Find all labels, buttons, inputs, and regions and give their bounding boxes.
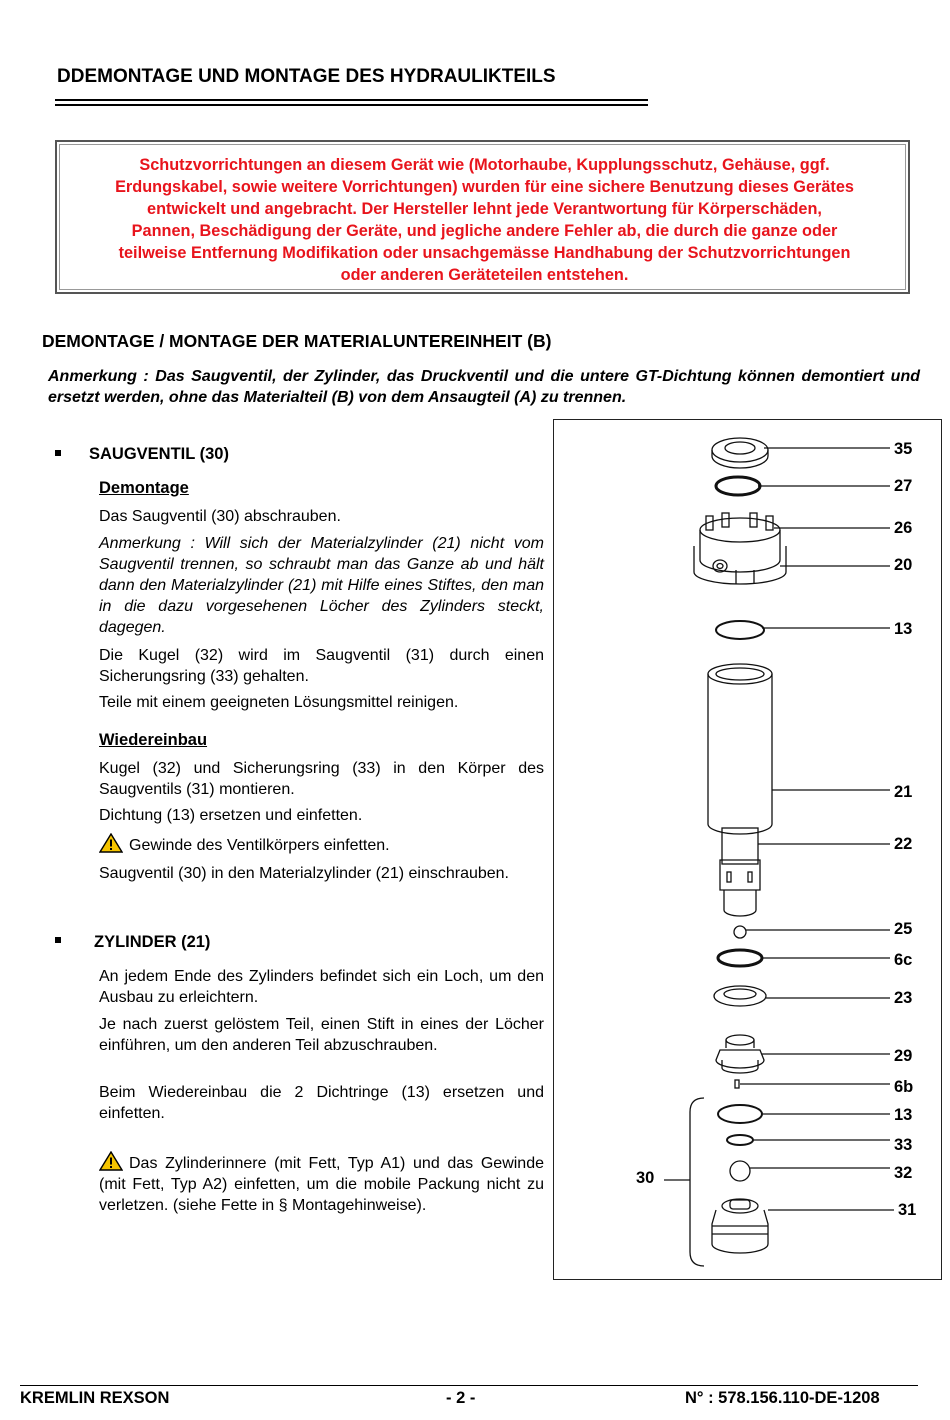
zylinder-paragraph: Beim Wiedereinbau die 2 Dichtringe (13) ersetzen und einfetten. [99, 1084, 544, 1122]
part-label: 31 [898, 1201, 917, 1219]
part-label: 26 [894, 519, 913, 537]
zylinder-warning [99, 1151, 544, 1216]
part-25-ball [734, 926, 746, 938]
warning-text: Gewinde des Ventilkörpers einfetten. [129, 837, 390, 854]
section-note: Anmerkung : Das Saugventil, der Zylinder, das Druckventil und die untere GT-Dichtung können demontiert und ersetzt werden, ohne das Materialteil (B) von dem Ansaugteil (A) zu trennen. [48, 368, 920, 406]
part-label: 22 [894, 835, 913, 853]
footer-page-number: - 2 - [446, 1389, 476, 1407]
zylinder-heading: ZYLINDER (21) [94, 933, 211, 951]
warning-triangle-icon [99, 1151, 123, 1171]
part-20-housing [694, 513, 786, 584]
warning-line: oder anderen Geräteteilen entstehen. [340, 266, 629, 284]
part-label: 6b [894, 1078, 914, 1096]
part-label: 27 [894, 477, 913, 495]
wiedereinbau-heading: Wiedereinbau [99, 731, 208, 749]
wiedereinbau-warning [99, 833, 544, 856]
wiedereinbau-paragraph: Dichtung (13) ersetzen und einfetten. [99, 807, 363, 824]
exploded-parts-figure [553, 419, 942, 1280]
demontage-paragraph: Die Kugel (32) wird im Saugventil (31) durch einen Sicherungsring (33) gehalten. [99, 647, 544, 685]
safety-warning-box [55, 140, 910, 294]
part-label: 25 [894, 920, 913, 938]
title-underline [55, 99, 648, 101]
wiedereinbau-paragraph: Kugel (32) und Sicherungsring (33) in den Körper des Saugventils (31) montieren. [99, 760, 544, 798]
part-label: 20 [894, 556, 913, 574]
warning-text: Das Zylinderinnere (mit Fett, Typ A1) und das Gewinde (mit Fett, Typ A2) einfetten, um die mobile Packung nicht zu verletzen. (siehe Fette in § Montagehinweise). [99, 1155, 544, 1214]
footer-document-number: N° : 578.156.110-DE-1208 [685, 1389, 880, 1407]
part-33-clip [727, 1135, 753, 1145]
part-label: 6c [894, 951, 913, 969]
section-subtitle: DEMONTAGE / MONTAGE DER MATERIALUNTEREINHEIT (B) [42, 331, 552, 351]
zylinder-paragraph: Je nach zuerst gelöstem Teil, einen Stift in eines der Löcher einführen, um den anderen Teil abzuschrauben. [99, 1016, 544, 1054]
warning-line: Pannen, Beschädigung der Geräte, und jegliche andere Fehler ab, die durch die ganze oder [131, 222, 838, 240]
part-13-oring-lower [718, 1105, 762, 1123]
part-6b-pin [735, 1080, 739, 1088]
part-27-ring [716, 477, 760, 495]
part-35-ring-inner [725, 442, 755, 454]
part-13-oring [716, 621, 764, 639]
warning-triangle-icon [99, 833, 123, 853]
warning-line: Schutzvorrichtungen an diesem Gerät wie (Motorhaube, Kupplungsschutz, Gehäuse, ggf. [139, 156, 830, 174]
title-underline-second [55, 104, 648, 106]
part-22-piston [720, 860, 760, 916]
part-label: 13 [894, 620, 913, 638]
demontage-note: Anmerkung : Will sich der Materialzylinder (21) nicht vom Saugventil trennen, so schraubt man das Ganze ab und hält dann den Materialzylinder (21) mit Hilfe eines Stiftes, den man in die dazu vorgesehenen Löcher des Zylinders steckt, dagegen. [99, 535, 544, 636]
part-21-cylinder [708, 664, 772, 864]
demontage-paragraph: Teile mit einem geeigneten Lösungsmittel reinigen. [99, 694, 459, 711]
part-label: 32 [894, 1164, 913, 1182]
bullet-square-icon [55, 450, 61, 456]
warning-line: teilweise Entfernung Modifikation oder unsachgemässe Handhabung der Schutzvorrichtungen [118, 244, 851, 262]
part-label: 23 [894, 989, 913, 1007]
page-title: DDEMONTAGE UND MONTAGE DES HYDRAULIKTEILS [57, 66, 556, 87]
part-29-valve-seat [716, 1035, 764, 1073]
footer-rule [20, 1385, 918, 1386]
part-label: 13 [894, 1106, 913, 1124]
part-label: 29 [894, 1047, 913, 1065]
saugventil-heading: SAUGVENTIL (30) [89, 445, 229, 463]
demontage-heading: Demontage [99, 479, 189, 497]
group-30-bracket [690, 1098, 704, 1266]
part-label: 35 [894, 440, 913, 458]
warning-line: Erdungskabel, sowie weitere Vorrichtungen) wurden für eine sichere Benutzung dieses Gerätes [115, 178, 854, 196]
part-label: 33 [894, 1136, 913, 1154]
zylinder-paragraph: An jedem Ende des Zylinders befindet sich ein Loch, um den Ausbau zu erleichtern. [99, 968, 544, 1006]
wiedereinbau-paragraph: Saugventil (30) in den Materialzylinder (21) einschrauben. [99, 865, 509, 882]
demontage-paragraph: Das Saugventil (30) abschrauben. [99, 508, 341, 525]
part-32-ball [730, 1161, 750, 1181]
warning-line: entwickelt und angebracht. Der Hersteller lehnt jede Verantwortung für Körperschäden, [147, 200, 822, 218]
exploded-parts-drawing [554, 420, 940, 1278]
part-31-valve-body [712, 1199, 768, 1253]
part-23-ring-inner [724, 989, 756, 999]
part-6c-ring [718, 950, 762, 966]
bullet-square-icon [55, 937, 61, 943]
part-label: 21 [894, 783, 913, 801]
group-label: 30 [636, 1169, 655, 1187]
footer-company: KREMLIN REXSON [20, 1389, 170, 1407]
safety-warning-text [63, 154, 906, 286]
